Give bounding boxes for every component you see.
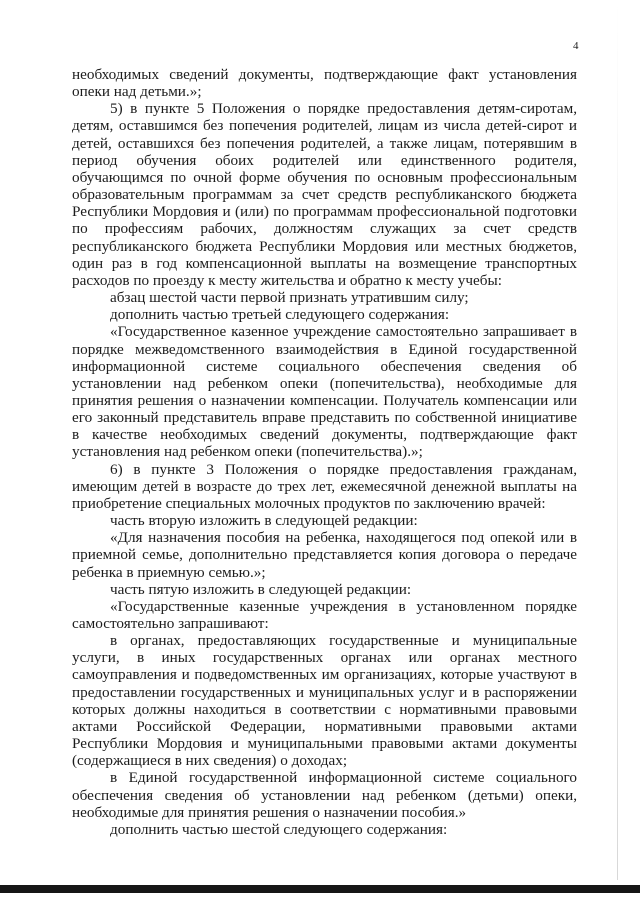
paragraph: 5) в пункте 5 Положения о порядке предоставления детям-сиротам, детям, оставшимся без попечения родителей, лицам из числа детей-сирот и детей, оставшихся без попечения родителей, а также лицам, потерявшим в период обучения обоих родителей или единственного родителя, обучающимся по очной форме обучения по основным профессиональным образовательным программам за счет средств республиканского бюджета Республики Мордовия и (или) по программам профессиональной подготовки по профессиям рабочих, должностям служащих за счет средств республиканского бюджета Республики Мордовия или местных бюджетов, один раз в год компенсационной выплаты на возмещение транспортных расходов по проезду к месту жительства и обратно к месту учебы:	[72, 100, 577, 289]
paragraph: «Государственное казенное учреждение самостоятельно запрашивает в порядке межведомственного взаимодействия в Единой государственной информационной системе социального обеспечения сведения об установлении над ребенком опеки (попечительства), необходимые для принятия решения о назначении компенсации. Получатель компенсации или его законный представитель вправе представить по собственной инициативе в качестве необходимых сведений документы, подтверждающие факт установления над ребенком опеки (попечительства).»;	[72, 323, 577, 461]
paragraph: «Для назначения пособия на ребенка, находящегося под опекой или в приемной семье, дополнительно представляется копия договора о передаче ребенка в приемную семью.»;	[72, 529, 577, 581]
page-number: 4	[573, 40, 579, 52]
paragraph: дополнить частью шестой следующего содержания:	[110, 820, 448, 838]
document-body	[72, 66, 577, 838]
paragraph: абзац шестой части первой признать утратившим силу;	[110, 289, 469, 307]
paragraph: необходимых сведений документы, подтверждающие факт установления опеки над детьми.»;	[72, 66, 577, 101]
paragraph: в Единой государственной информационной системе социального обеспечения сведения об установлении над ребенком (детьми) опеки, необходимые для принятия решения о назначении пособия.»	[72, 769, 577, 821]
scan-edge-shadow	[617, 0, 618, 880]
paragraph: в органах, предоставляющих государственные и муниципальные услуги, в иных государственных органах или органах местного самоуправления и подведомственных им организациях, которые участвуют в предоставлении государственных и муниципальных услуг и в распоряжении которых должны находиться в соответствии с нормативными правовыми актами Российской Федерации, нормативными правовыми актами Республики Мордовия и муниципальными правовыми актами документы (содержащиеся в них сведения) о доходах;	[72, 632, 577, 770]
paragraph: дополнить частью третьей следующего содержания:	[110, 306, 450, 324]
paragraph: часть пятую изложить в следующей редакции:	[110, 580, 412, 598]
scan-bottom-border	[0, 885, 640, 893]
paragraph: «Государственные казенные учреждения в установленном порядке самостоятельно запрашивают:	[72, 597, 577, 632]
paragraph: часть вторую изложить в следующей редакции:	[110, 512, 418, 530]
paragraph: 6) в пункте 3 Положения о порядке предоставления гражданам, имеющим детей в возрасте до трех лет, ежемесячной денежной выплаты на приобретение специальных молочных продуктов по заключению врачей:	[72, 460, 577, 512]
